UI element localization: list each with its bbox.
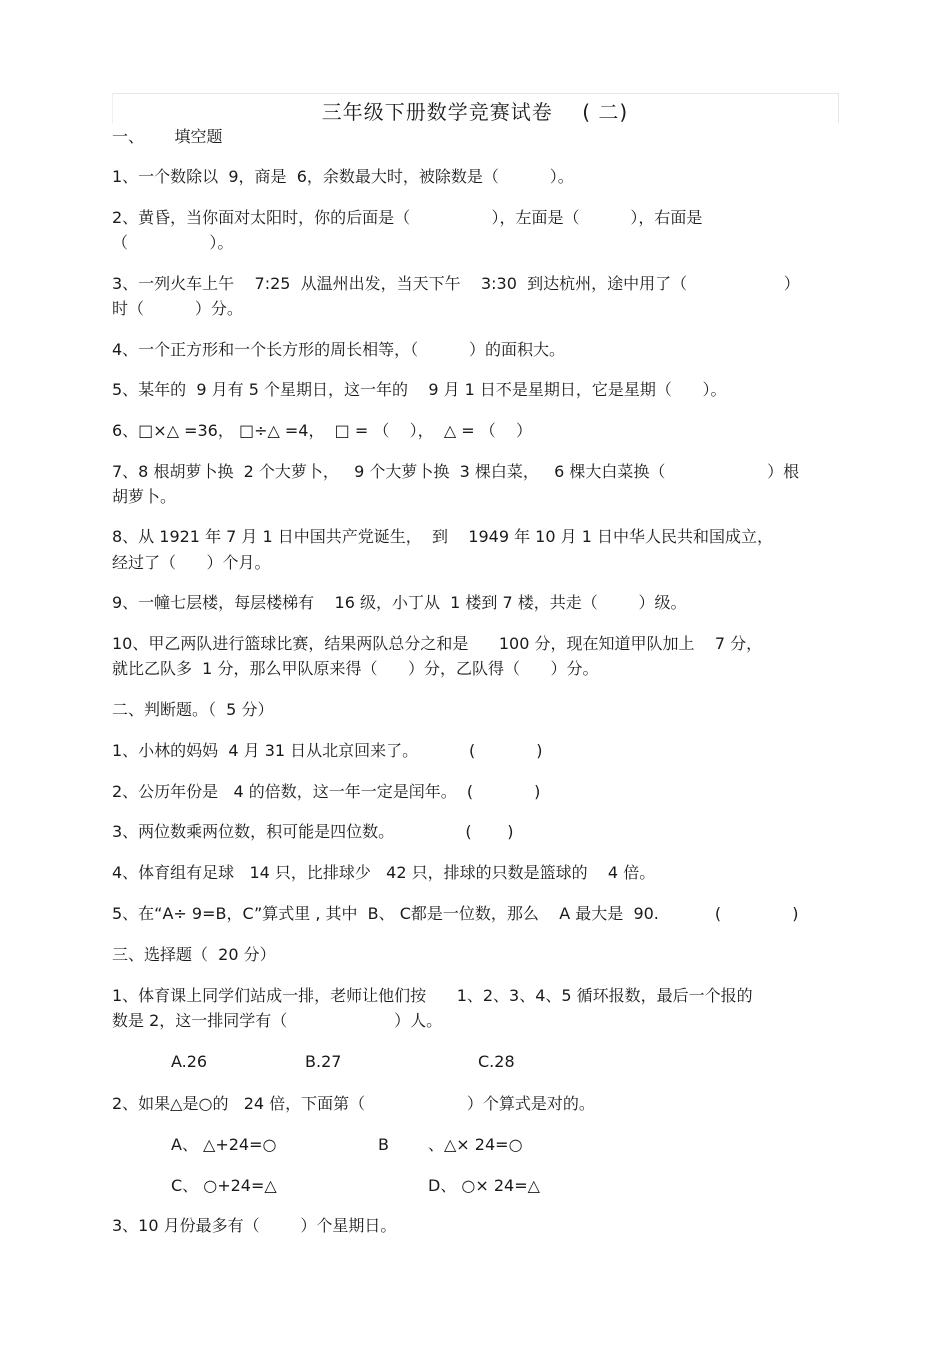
- option-a: A、 △+24=○: [171, 1135, 277, 1154]
- question-1-3: 3、一列火车上午 7:25 从温州出发，当天下午 3:30 到达杭州，途中用了（ ）: [112, 274, 800, 293]
- question-3-2: 2、如果△是○的 24 倍，下面第（ ）个算式是对的。: [112, 1094, 595, 1113]
- question-1-8-cont: 经过了（ ）个月。: [112, 553, 271, 572]
- question-1-9: 9、一幢七层楼，每层楼梯有 16 级，小丁从 1 楼到 7 楼，共走（ ）级。: [112, 593, 687, 612]
- section2-heading: 二、判断题。（ 5 分）: [112, 700, 274, 719]
- question-2-2: 2、公历年份是 4 的倍数，这一年一定是闰年。 ( ): [112, 782, 541, 801]
- question-1-2: 2、黄昏，当你面对太阳时，你的后面是（ ），左面是（ ），右面是: [112, 208, 703, 227]
- option-b-label: B: [378, 1135, 389, 1154]
- question-3-1: 1、体育课上同学们站成一排，老师让他们按 1、2、3、4、5 循环报数，最后一个报的: [112, 986, 753, 1005]
- question-1-10-cont: 就比乙队多 1 分，那么甲队原来得（ ）分，乙队得（ ）分。: [112, 659, 599, 678]
- option-a: A.26: [171, 1052, 208, 1071]
- question-2-3: 3、两位数乘两位数，积可能是四位数。 ( ): [112, 822, 514, 841]
- question-1-8: 8、从 1921 年 7 月 1 日中国共产党诞生， 到 1949 年 10 月 1 日中华人民共和国成立，: [112, 527, 773, 546]
- option-d: D、 ○× 24=△: [428, 1176, 540, 1195]
- option-b: 、△× 24=○: [428, 1135, 523, 1154]
- question-2-1: 1、小林的妈妈 4 月 31 日从北京回来了。 ( ): [112, 741, 543, 760]
- header-rule: [112, 93, 838, 94]
- question-1-10: 10、甲乙两队进行篮球比赛，结果两队总分之和是 100 分，现在知道甲队加上 7 分，: [112, 634, 763, 653]
- question-1-2-cont: （ ）。: [112, 233, 234, 252]
- question-3-3: 3、10 月份最多有（ ）个星期日。: [112, 1216, 397, 1235]
- section1-heading: 一、 填空题: [112, 127, 223, 146]
- question-1-3-cont: 时（ ）分。: [112, 299, 243, 318]
- question-1-6: 6、□×△ =36， □÷△ =4， □ = （ ）， △ = （ ）: [112, 421, 533, 440]
- option-c: C.28: [478, 1052, 515, 1071]
- question-2-5: 5、在“A÷ 9=B，C”算式里 , 其中 B、 C都是一位数，那么 A 最大是 90. ( ): [112, 904, 799, 923]
- question-3-1-cont: 数是 2，这一排同学有（ ）人。: [112, 1011, 443, 1030]
- question-1-1: 1、一个数除以 9，商是 6，余数最大时，被除数是（ ）。: [112, 167, 574, 186]
- question-1-5: 5、某年的 9 月有 5 个星期日，这一年的 9 月 1 日不是星期日，它是星期（ ）。: [112, 380, 727, 399]
- section3-heading: 三、选择题（ 20 分）: [112, 945, 276, 964]
- option-b: B.27: [305, 1052, 342, 1071]
- option-c: C、 ○+24=△: [171, 1176, 277, 1195]
- question-2-4: 4、体育组有足球 14 只，比排球少 42 只，排球的只数是篮球的 4 倍。: [112, 863, 656, 882]
- question-1-4: 4、一个正方形和一个长方形的周长相等，（ ）的面积大。: [112, 340, 566, 359]
- question-1-7: 7、8 根胡萝卜换 2 个大萝卜， 9 个大萝卜换 3 棵白菜， 6 棵大白菜换（ ）根: [112, 462, 800, 481]
- question-1-7-cont: 胡萝卜。: [112, 487, 177, 506]
- page-title: 三年级下册数学竞赛试卷 ( 二): [321, 100, 629, 124]
